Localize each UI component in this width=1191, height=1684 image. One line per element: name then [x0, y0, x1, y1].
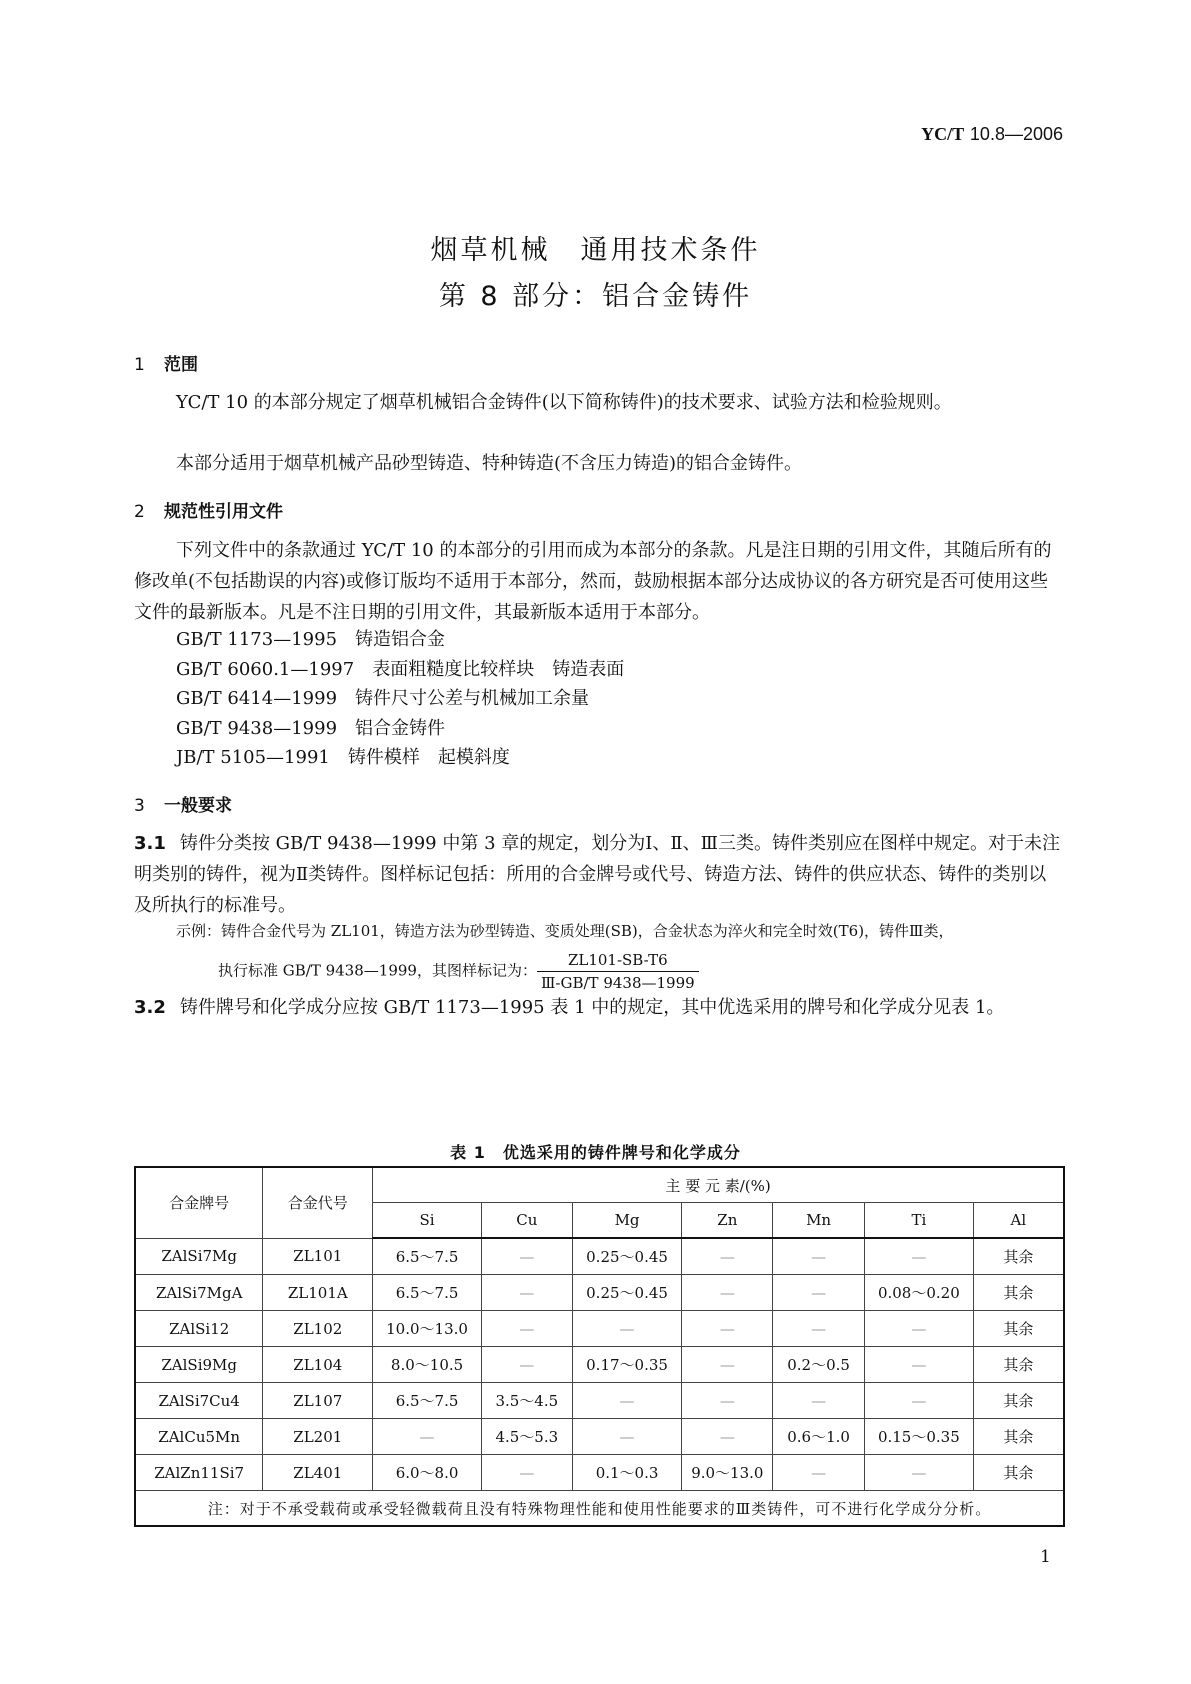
table-cell: ZAlZn11Si7	[135, 1455, 263, 1491]
table-cell: —	[773, 1275, 865, 1311]
section-2-heading: 2 规范性引用文件	[134, 502, 283, 522]
header-mn: Mn	[773, 1203, 865, 1239]
header-al: Al	[973, 1203, 1064, 1239]
standard-prefix: YC/T	[921, 124, 965, 144]
table-cell: —	[773, 1311, 865, 1347]
section-1-paragraph-2: 本部分适用于烟草机械产品砂型铸造、特种铸造(不含压力铸造)的铝合金铸件。	[176, 453, 803, 474]
table-cell: —	[481, 1275, 572, 1311]
table-cell: ZAlSi7Cu4	[135, 1383, 263, 1419]
table-note: 注：对于不承受载荷或承受轻微载荷且没有特殊物理性能和使用性能要求的Ⅲ类铸件，可不进行化学成分分析。	[135, 1491, 1064, 1527]
table-cell: —	[773, 1238, 865, 1275]
clause-3-2: 3.2 铸件牌号和化学成分应按 GB/T 1173—1995 表 1 中的规定，其中优选采用的牌号和化学成分见表 1。	[134, 997, 1005, 1018]
table-cell: —	[572, 1383, 682, 1419]
section-3-heading: 3 一般要求	[134, 796, 232, 816]
table-cell: ZAlCu5Mn	[135, 1419, 263, 1455]
header-main-elements: 主 要 元 素/(%)	[373, 1167, 1064, 1203]
table-cell: 8.0～10.5	[373, 1347, 482, 1383]
table-cell: 0.17～0.35	[572, 1347, 682, 1383]
table-cell: 0.1～0.3	[572, 1455, 682, 1491]
table-cell: 0.2～0.5	[773, 1347, 865, 1383]
table-cell: 6.5～7.5	[373, 1275, 482, 1311]
reference-item: GB/T 9438—1999 铝合金铸件	[176, 718, 446, 739]
table-cell: ZAlSi7Mg	[135, 1238, 263, 1275]
table-cell: 0.15～0.35	[864, 1419, 973, 1455]
header-si: Si	[373, 1203, 482, 1239]
document-title-line2: 第 8 部分：铝合金铸件	[438, 281, 753, 312]
table-cell: 4.5～5.3	[481, 1419, 572, 1455]
table-cell: 其余	[973, 1275, 1064, 1311]
table-cell: ZAlSi7MgA	[135, 1275, 263, 1311]
table-cell: ZL101A	[263, 1275, 373, 1311]
table-cell: ZL401	[263, 1455, 373, 1491]
table-cell: 6.0～8.0	[373, 1455, 482, 1491]
table-cell: —	[682, 1347, 773, 1383]
table-row	[135, 1311, 1064, 1347]
header-grade: 合金牌号	[135, 1167, 263, 1238]
table-cell: —	[773, 1383, 865, 1419]
table-cell: 0.25～0.45	[572, 1238, 682, 1275]
table-cell: 0.25～0.45	[572, 1275, 682, 1311]
table-cell: —	[572, 1311, 682, 1347]
table-cell: 6.5～7.5	[373, 1383, 482, 1419]
table-cell: 其余	[973, 1311, 1064, 1347]
table-cell: —	[864, 1238, 973, 1275]
table-row	[135, 1275, 1064, 1311]
drawing-mark-fraction: $\frac{ZL101-SB-T6}{\text{Ⅲ-GB/T 9438—1999}}$	[537, 949, 699, 994]
table-cell: —	[682, 1419, 773, 1455]
table-row	[135, 1455, 1064, 1491]
table-cell: 其余	[973, 1455, 1064, 1491]
header-ti: Ti	[864, 1203, 973, 1239]
table-cell: ZAlSi9Mg	[135, 1347, 263, 1383]
table-1-composition	[134, 1166, 1065, 1527]
table-cell: 10.0～13.0	[373, 1311, 482, 1347]
table-cell: 其余	[973, 1238, 1064, 1275]
table-cell: —	[864, 1455, 973, 1491]
section-1-heading: 1 范围	[134, 355, 198, 375]
table-cell: —	[481, 1347, 572, 1383]
table-row	[135, 1419, 1064, 1455]
table-1-caption: 表 1 优选采用的铸件牌号和化学成分	[450, 1143, 741, 1162]
header-code: 合金代号	[263, 1167, 373, 1238]
table-cell: ZL101	[263, 1238, 373, 1275]
table-cell: —	[682, 1383, 773, 1419]
standard-code: 10.8—2006	[969, 124, 1063, 144]
reference-item: JB/T 5105—1991 铸件模样 起模斜度	[176, 747, 510, 768]
table-body	[135, 1238, 1064, 1491]
table-cell: ZL201	[263, 1419, 373, 1455]
table-cell: —	[682, 1275, 773, 1311]
example-line-2: 执行标准 GB/T 9438—1999，其图样标记为： $\frac{ZL101-SB-T6}{\text{Ⅲ-GB/T 9438—1999}}$	[218, 949, 699, 994]
document-title-line1: 烟草机械 通用技术条件	[430, 235, 761, 266]
table-cell: 9.0～13.0	[682, 1455, 773, 1491]
table-cell: —	[682, 1238, 773, 1275]
table-row	[135, 1347, 1064, 1383]
table-row	[135, 1383, 1064, 1419]
table-row	[135, 1238, 1064, 1275]
page-number: 1	[1040, 1547, 1051, 1567]
table-cell: 其余	[973, 1383, 1064, 1419]
table-cell: 3.5～4.5	[481, 1383, 572, 1419]
section-1-paragraph-1: YC/T 10 的本部分规定了烟草机械铝合金铸件(以下简称铸件)的技术要求、试验方法和检验规则。	[176, 392, 952, 413]
table-cell: —	[864, 1383, 973, 1419]
table-cell: 0.08～0.20	[864, 1275, 973, 1311]
table-cell: —	[864, 1347, 973, 1383]
standard-number	[780, 124, 1063, 145]
table-cell: 其余	[973, 1419, 1064, 1455]
section-2-paragraph: 下列文件中的条款通过 YC/T 10 的本部分的引用而成为本部分的条款。凡是注日期的引用文件，其随后所有的修改单(不包括勘误的内容)或修订版均不适用于本部分，然而，鼓励根据本部分达成协议的各方研究是否可使用这些文件的最新版本。凡是不注日期的引用文件，其最新版本适用于本部分。	[134, 540, 1052, 623]
clause-3-1: 3.1 铸件分类按 GB/T 9438—1999 中第 3 章的规定，划分为Ⅰ、Ⅱ、Ⅲ三类。铸件类别应在图样中规定。对于未注明类别的铸件，视为Ⅱ类铸件。图样标记包括：所用的合金牌号或代号、铸造方法、铸件的供应状态、铸件的类别以及所执行的标准号。	[134, 833, 1060, 916]
reference-item: GB/T 6414—1999 铸件尺寸公差与机械加工余量	[176, 688, 590, 709]
table-cell: —	[773, 1455, 865, 1491]
reference-item: GB/T 6060.1—1997 表面粗糙度比较样块 铸造表面	[176, 659, 625, 680]
table-cell: —	[481, 1311, 572, 1347]
table-cell: ZL104	[263, 1347, 373, 1383]
table-cell: 其余	[973, 1347, 1064, 1383]
table-cell: —	[682, 1311, 773, 1347]
table-cell: ZAlSi12	[135, 1311, 263, 1347]
table-cell: —	[373, 1419, 482, 1455]
table-cell: ZL107	[263, 1383, 373, 1419]
header-cu: Cu	[481, 1203, 572, 1239]
table-cell: —	[572, 1419, 682, 1455]
reference-item: GB/T 1173—1995 铸造铝合金	[176, 629, 446, 650]
table-cell: ZL102	[263, 1311, 373, 1347]
table-cell: 6.5～7.5	[373, 1238, 482, 1275]
header-mg: Mg	[572, 1203, 682, 1239]
table-cell: —	[864, 1311, 973, 1347]
example-line-1: 示例：铸件合金代号为 ZL101，铸造方法为砂型铸造、变质处理(SB)，合金状态为淬火和完全时效(T6)，铸件Ⅲ类，	[176, 922, 954, 940]
table-cell: —	[481, 1455, 572, 1491]
table-cell: —	[481, 1238, 572, 1275]
header-zn: Zn	[682, 1203, 773, 1239]
table-cell: 0.6～1.0	[773, 1419, 865, 1455]
